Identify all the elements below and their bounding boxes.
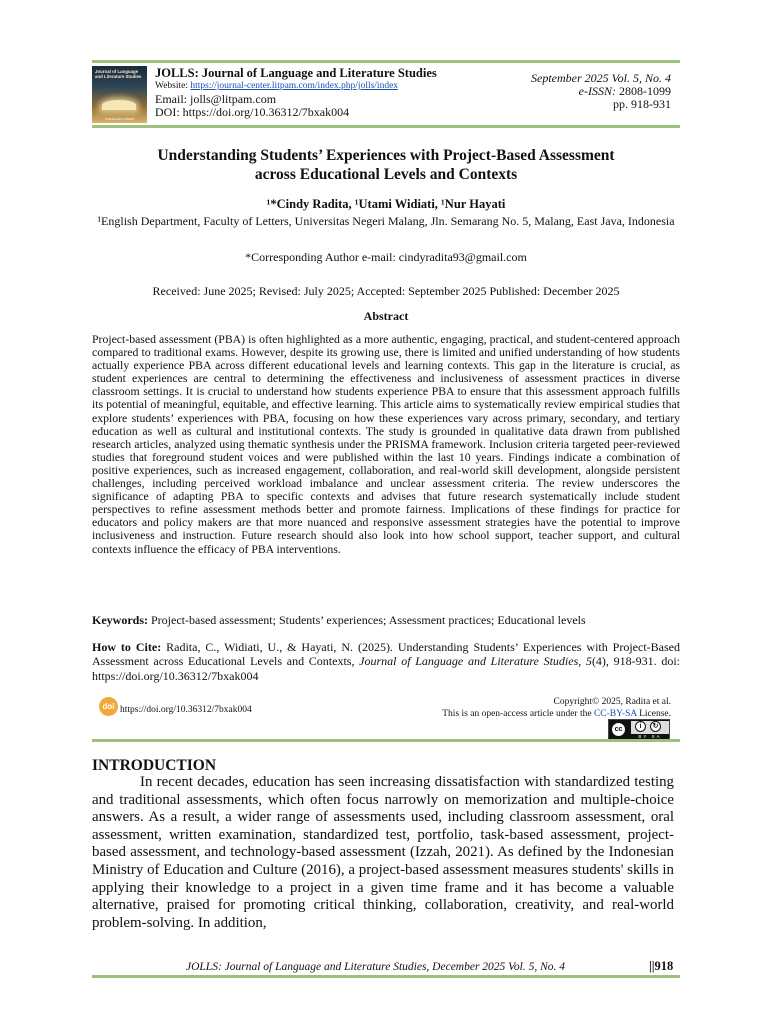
submission-dates: Received: June 2025; Revised: July 2025; Accepted: September 2025 Published: December 2025 [152, 284, 620, 298]
eissn-value: 2808-1099 [619, 84, 671, 98]
cc-symbols [631, 721, 669, 734]
license-info [442, 696, 671, 720]
cover-title: Journal of Language and Literature Studies [95, 69, 142, 79]
eissn-label: e-ISSN: [578, 84, 616, 98]
copyright-line: Copyright© 2025, Radita et al. [553, 697, 671, 707]
keywords-list: Project-based assessment; Students’ experiences; Assessment practices; Educational levels [151, 613, 586, 627]
doi-logo-icon: doi [99, 697, 118, 716]
how-to-cite [92, 640, 680, 683]
cover-book-glow [102, 100, 136, 110]
cc-by-sa-badge-icon[interactable] [608, 719, 670, 740]
cite-text: Radita, C., Widiati, U., & Hayati, N. (2025). Understanding Students’ Experiences with Project-Based Assessment across Educational Levels and Contexts, [92, 640, 680, 669]
journal-title: JOLLS: Journal of Language and Literature Studies [155, 66, 437, 80]
doi-link[interactable]: https://doi.org/10.36312/7bxak004 [120, 705, 252, 715]
intro-paragraph: In recent decades, education has seen increasing dissatisfaction with standardized testing and traditional assessments, which often focus narrowly on memorization and multiple-choice answers. As a result, a wider range of assessments used, including classroom assessment, oral assessment, written examination, standardized test, portfolio, task-based assessment, project-based assessment, and technology-based assessment (Izzah, 2021). As defined by the Indonesian Ministry of Education and Culture (2016), a project-based assessment measures students' skills in applying their knowledge to a project in a given time frame and it has become a valuable alternative, praised for promoting critical thinking, collaboration, creativity, and real-world problem-solving. In addition, [92, 774, 674, 931]
title-line-2: across Educational Levels and Contexts [254, 166, 518, 183]
license-link[interactable]: CC-BY-SA [593, 709, 637, 719]
header-top-rule [92, 60, 680, 63]
by-icon: i [635, 721, 646, 732]
cc-icon: cc [611, 722, 626, 737]
article-title [92, 146, 680, 184]
page-number: ||918 [649, 959, 674, 973]
license-text: This is an open-access article under the [442, 709, 592, 719]
footer-journal: JOLLS: Journal of Language and Literature Studies, December 2025 Vol. 5, No. 4 [186, 961, 566, 973]
section-rule [92, 739, 680, 742]
abstract-heading: Abstract [363, 309, 409, 323]
corresponding-author: *Corresponding Author e-mail: cindyradita93@gmail.com [245, 250, 527, 264]
sa-icon: ↻ [650, 721, 661, 732]
license-suffix: License. [639, 709, 671, 719]
issue-date: September 2025 Vol. 5, No. 4 [531, 71, 671, 85]
journal-cover-image [92, 66, 147, 123]
cc-badge-text: BY SA [638, 734, 662, 739]
section-heading: INTRODUCTION [92, 757, 217, 774]
header-bottom-rule [92, 125, 680, 128]
author-list: ¹*Cindy Radita, ¹Utami Widiati, ¹Nur Hayati [266, 197, 506, 211]
footer-rule [92, 975, 680, 978]
issue-info [531, 72, 671, 111]
website-label: Website: [155, 81, 189, 91]
cite-label: How to Cite: [92, 640, 162, 654]
keywords-label: Keywords: [92, 613, 148, 627]
journal-email: Email: jolls@litpam.com [155, 92, 277, 106]
affiliation: ¹English Department, Faculty of Letters, Universitas Negeri Malang, Jln. Semarang No. 5, Malang, East Java, Indonesia [97, 214, 675, 228]
cite-rest: (4), 918-931. doi: https://doi.org/10.36312/7bxak004 [92, 654, 680, 683]
cover-footer: Published by LITPAM [105, 117, 134, 121]
journal-doi: DOI: https://doi.org/10.36312/7bxak004 [155, 105, 350, 119]
journal-info [155, 67, 485, 119]
page-range: pp. 918-931 [613, 97, 671, 111]
title-line-1: Understanding Students’ Experiences with Project-Based Assessment [157, 147, 615, 164]
cite-journal: Journal of Language and Literature Studies, 5 [359, 654, 592, 669]
keywords [92, 613, 680, 628]
abstract-text: Project-based assessment (PBA) is often highlighted as a more authentic, engaging, practical, and student-centered approach compared to traditional exams. However, despite its growing use, there is limited and unified understanding of how students actually experience PBA across different educational levels and learning contexts. This gap in the literature is crucial, as student experiences are central to determining the effectiveness and inclusiveness of assessment practices in diverse classroom settings. It is crucial to understand how students experience PBA to ensure that this assessment approach fulfills its potential of meaningful, equitable, and effective learning. This article aims to systematically review empirical studies that explore students’ experiences with PBA, focusing on how these experiences vary across primary, secondary, and tertiary education as well as cultural and institutional contexts. The study is grounded in qualitative data drawn from published research articles, analyzed using thematic synthesis under the PRISMA framework. Inclusion criteria targeted peer-reviewed studies that foreground student voices and were published within the last 10 years. Findings indicate a combination of positive experiences, such as increased engagement, collaboration, and real-world skill development, alongside persistent challenges, including perceived workload imbalance and unclear assessment criteria. The review underscores the significance of adapting PBA to specific contexts and advises that future research systematically include student perspectives to refine assessment methods better and promote fairness. Implications of these findings for practice for educators and policy makers are that more nuanced and responsive assessment strategies have the potential to improve inclusiveness and instruction. Future research should also look into how school support, teacher support, and cultural contexts influence the efficacy of PBA interventions. [92, 333, 680, 556]
website-link[interactable]: https://journal-center.litpam.com/index.php/jolls/index [190, 81, 399, 91]
